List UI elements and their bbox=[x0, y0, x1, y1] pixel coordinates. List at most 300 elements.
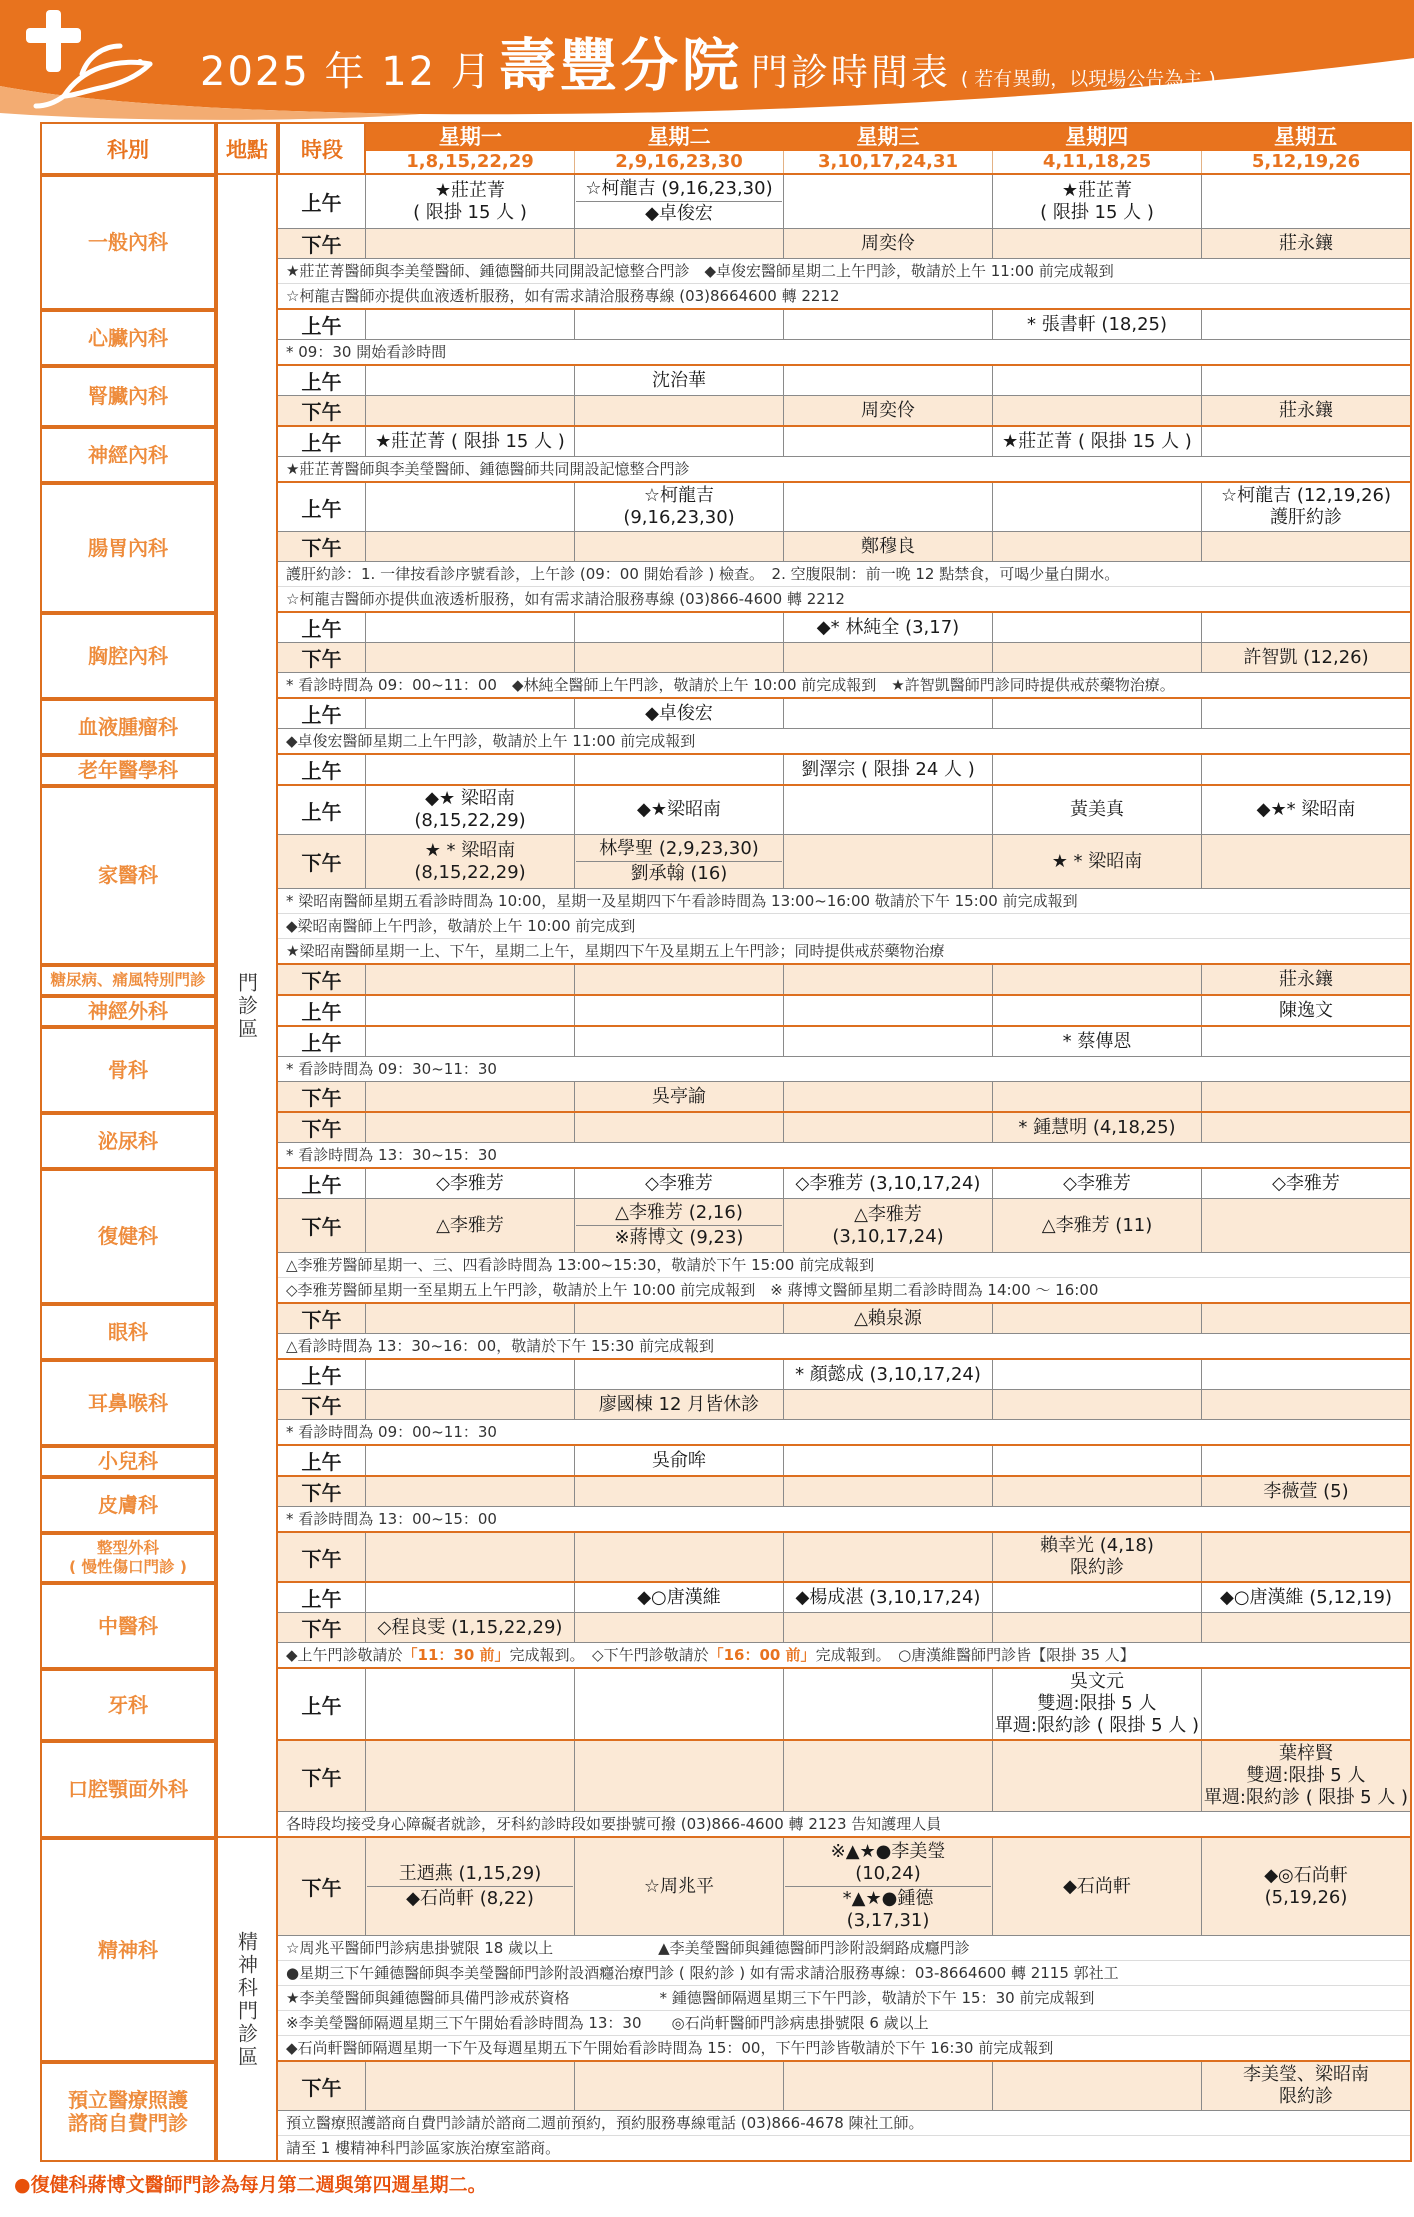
department-block bbox=[40, 2062, 1412, 2162]
schedule-cell bbox=[993, 699, 1202, 728]
entry-line: ☆柯龍吉 bbox=[643, 485, 715, 506]
note-row: ☆柯龍吉醫師亦提供血液透析服務，如有需求請洽服務專線 (03)866-4600 轉 2212 bbox=[278, 586, 1410, 611]
title-year-month: 2025 年 12 月 bbox=[200, 49, 493, 95]
title-suffix: 門診時間表 bbox=[750, 51, 951, 94]
entry-line: ★莊芷菁 bbox=[434, 179, 506, 201]
schedule-cell bbox=[993, 532, 1202, 561]
department-name bbox=[40, 1533, 216, 1583]
schedule-cell bbox=[366, 310, 575, 339]
period-label: 下午 bbox=[278, 835, 366, 888]
entry-line: ◆★* 梁昭南 bbox=[1256, 799, 1356, 820]
location-column bbox=[216, 786, 278, 965]
department-name-line: 整型外科 bbox=[96, 1539, 159, 1557]
schedule-row bbox=[278, 483, 1410, 531]
schedule-cell bbox=[784, 996, 993, 1025]
note-highlight: 「16：00 前」 bbox=[708, 1646, 816, 1664]
location-column bbox=[216, 755, 278, 786]
schedule-cell bbox=[1202, 483, 1410, 531]
schedule-row bbox=[278, 1741, 1410, 1811]
location-column bbox=[216, 1113, 278, 1169]
department-block bbox=[40, 366, 1412, 427]
dates-thu: 4,11,18,25 bbox=[993, 151, 1202, 173]
schedule-cell bbox=[1202, 532, 1410, 561]
entry-line: 單週:限約診 ( 限掛 5 人 ) bbox=[994, 1715, 1200, 1736]
schedule-cell bbox=[366, 175, 575, 228]
schedule-cell bbox=[575, 1199, 784, 1252]
department-block bbox=[40, 1169, 1412, 1304]
note-row: * 09：30 開始看診時間 bbox=[278, 339, 1410, 364]
department-block bbox=[40, 427, 1412, 483]
schedule-cell bbox=[366, 483, 575, 531]
schedule-cell bbox=[784, 835, 993, 888]
schedule-entry bbox=[785, 1886, 991, 1933]
schedule-cell bbox=[1202, 1390, 1410, 1419]
schedule-cell bbox=[575, 1669, 784, 1739]
schedule-cell bbox=[366, 1360, 575, 1389]
schedule-cell bbox=[575, 1741, 784, 1811]
department-name-line: 牙科 bbox=[108, 1692, 148, 1717]
department-name bbox=[40, 996, 216, 1027]
entry-line: 李薇萱 (5) bbox=[1263, 1480, 1349, 1502]
schedule-cell bbox=[993, 1583, 1202, 1612]
department-name bbox=[40, 1669, 216, 1741]
schedule-row bbox=[278, 1838, 1410, 1935]
schedule-cell bbox=[993, 996, 1202, 1025]
entry-line: * 鍾慧明 (4,18,25) bbox=[1018, 1116, 1176, 1138]
location-label: 門診區 bbox=[234, 972, 259, 1041]
schedule-cell bbox=[575, 366, 784, 395]
schedule-cell bbox=[993, 2062, 1202, 2110]
location-column bbox=[216, 427, 278, 483]
department-name-line: 腸胃內科 bbox=[88, 535, 168, 560]
schedule-table bbox=[40, 122, 1412, 2162]
schedule-cell bbox=[993, 1613, 1202, 1642]
schedule-area bbox=[278, 755, 1412, 786]
schedule-entry bbox=[576, 837, 782, 861]
dates-tue: 2,9,16,23,30 bbox=[575, 151, 784, 173]
entry-line: ◇李雅芳 bbox=[645, 1172, 713, 1194]
department-name bbox=[40, 699, 216, 755]
entry-line: 護肝約診 bbox=[1270, 507, 1342, 528]
schedule-cell bbox=[784, 1113, 993, 1142]
note-row: △李雅芳醫師星期一、三、四看診時間為 13:00~15:30，敬請於下午 15:00 前完成報到 bbox=[278, 1252, 1410, 1277]
schedule-cell bbox=[993, 310, 1202, 339]
department-name-line: 耳鼻喉科 bbox=[88, 1390, 168, 1415]
schedule-area bbox=[278, 2062, 1412, 2162]
schedule-row bbox=[278, 531, 1410, 561]
schedule-area bbox=[278, 1360, 1412, 1446]
period-label: 下午 bbox=[278, 2062, 366, 2110]
department-block bbox=[40, 1304, 1412, 1360]
department-name bbox=[40, 965, 216, 996]
entry-line: * 張書軒 (18,25) bbox=[1026, 313, 1168, 335]
schedule-row bbox=[278, 2062, 1410, 2110]
period-label: 下午 bbox=[278, 1533, 366, 1581]
note-row: ★莊芷菁醫師與李美瑩醫師、鍾德醫師共同開設記憶整合門診 ◆卓俊宏醫師星期二上午門診，敬請於上午 11:00 前完成報到 bbox=[278, 258, 1410, 283]
location-column bbox=[216, 613, 278, 699]
note-row: ◆卓俊宏醫師星期二上午門診，敬請於上午 11:00 前完成報到 bbox=[278, 728, 1410, 753]
period-label: 下午 bbox=[278, 396, 366, 425]
note-row: 各時段均接受身心障礙者就診，牙科約診時段如要掛號可撥 (03)866-4600 轉 2123 告知護理人員 bbox=[278, 1811, 1410, 1836]
schedule-area bbox=[278, 366, 1412, 427]
entry-line: 雙週:限掛 5 人 bbox=[1246, 1765, 1366, 1786]
department-block bbox=[40, 1583, 1412, 1669]
schedule-cell bbox=[1202, 699, 1410, 728]
schedule-cell bbox=[993, 1304, 1202, 1333]
department-name bbox=[40, 310, 216, 366]
schedule-cell bbox=[993, 1360, 1202, 1389]
weekday-row bbox=[366, 124, 1410, 151]
weekday-thu: 星期四 bbox=[1065, 125, 1129, 149]
note-row: ☆周兆平醫師門診病患掛號限 18 歲以上 ▲李美瑩醫師與鍾德醫師門診附設網路成癮門診 bbox=[278, 1935, 1410, 1960]
schedule-area bbox=[278, 1838, 1412, 2062]
department-name-line: 胸腔內科 bbox=[88, 643, 168, 668]
schedule-row bbox=[278, 699, 1410, 728]
note-row: * 看診時間為 13：30~15：30 bbox=[278, 1142, 1410, 1167]
entry-line: 限約診 bbox=[1279, 2086, 1333, 2107]
entry-line: ★莊芷菁 ( 限掛 15 人 ) bbox=[375, 430, 565, 452]
location-column bbox=[216, 1477, 278, 1533]
schedule-row bbox=[278, 1389, 1410, 1419]
period-label: 下午 bbox=[278, 229, 366, 258]
location-column bbox=[216, 1838, 278, 2062]
entry-line: 鄭穆良 bbox=[861, 535, 915, 557]
schedule-cell bbox=[366, 532, 575, 561]
note-text: 完成報到。 ◇下午門診敬請於 bbox=[509, 1646, 709, 1664]
note-row: ◆石尚軒醫師隔週星期一下午及每週星期五下午開始看診時間為 15：00，下午門診皆敬請於下午 16:30 前完成報到 bbox=[278, 2035, 1410, 2060]
period-label: 下午 bbox=[278, 965, 366, 994]
entry-line: (8,15,22,29) bbox=[414, 810, 526, 831]
department-block bbox=[40, 1741, 1412, 1838]
schedule-cell bbox=[784, 1533, 993, 1581]
schedule-cell bbox=[575, 532, 784, 561]
schedule-row bbox=[278, 1198, 1410, 1252]
schedule-cell bbox=[575, 483, 784, 531]
schedule-cell bbox=[1202, 755, 1410, 784]
entry-line: ◇李雅芳 (3,10,17,24) bbox=[795, 1172, 981, 1194]
schedule-row bbox=[278, 366, 1410, 395]
schedule-cell bbox=[366, 643, 575, 672]
note-row: * 看診時間為 13：00~15：00 bbox=[278, 1506, 1410, 1531]
department-name bbox=[40, 1304, 216, 1360]
schedule-row bbox=[278, 1081, 1410, 1111]
schedule-row bbox=[278, 175, 1410, 228]
entry-line: ※蔣博文 (9,23) bbox=[614, 1227, 744, 1248]
location-group bbox=[40, 1838, 1412, 2162]
schedule-cell bbox=[575, 175, 784, 228]
schedule-cell bbox=[1202, 1304, 1410, 1333]
location-column bbox=[216, 1169, 278, 1304]
schedule-cell bbox=[1202, 396, 1410, 425]
note-row: ●星期三下午鍾德醫師與李美瑩醫師門診附設酒癮治療門診 ( 限約診 ) 如有需求請洽服務專線：03-8664600 轉 2115 郭社工 bbox=[278, 1960, 1410, 1985]
schedule-cell bbox=[366, 1477, 575, 1506]
department-name-line: 眼科 bbox=[108, 1319, 148, 1344]
schedule-cell bbox=[784, 1082, 993, 1111]
schedule-cell bbox=[993, 427, 1202, 456]
schedule-cell bbox=[1202, 1446, 1410, 1475]
schedule-cell bbox=[993, 1446, 1202, 1475]
schedule-cell bbox=[784, 786, 993, 834]
schedule-cell bbox=[1202, 1838, 1410, 1935]
schedule-cell bbox=[1202, 310, 1410, 339]
entry-line: ★莊芷菁 bbox=[1061, 179, 1133, 201]
period-label: 上午 bbox=[278, 1360, 366, 1389]
schedule-cell bbox=[366, 1741, 575, 1811]
period-label: 上午 bbox=[278, 427, 366, 456]
entry-line: 廖國棟 12 月皆休診 bbox=[598, 1393, 760, 1415]
schedule-area bbox=[278, 427, 1412, 483]
department-block bbox=[40, 996, 1412, 1027]
schedule-row bbox=[278, 1360, 1410, 1389]
schedule-cell bbox=[1202, 2062, 1410, 2110]
entry-line: ◆* 林純全 (3,17) bbox=[816, 616, 960, 638]
schedule-cell bbox=[993, 175, 1202, 228]
entry-line: ◆○唐漢維 (5,12,19) bbox=[1219, 1586, 1393, 1608]
entry-line: 劉澤宗 ( 限掛 24 人 ) bbox=[801, 758, 975, 780]
schedule-row bbox=[278, 786, 1410, 834]
schedule-cell bbox=[993, 755, 1202, 784]
entry-line: 吳俞哞 bbox=[652, 1449, 706, 1471]
schedule-cell bbox=[366, 1583, 575, 1612]
schedule-cell bbox=[575, 835, 784, 888]
schedule-cell bbox=[784, 1669, 993, 1739]
schedule-cell bbox=[1202, 1533, 1410, 1581]
schedule-cell bbox=[784, 1169, 993, 1198]
entry-line: ◆★ 梁昭南 bbox=[425, 788, 515, 809]
schedule-cell bbox=[784, 396, 993, 425]
period-label: 下午 bbox=[278, 643, 366, 672]
entry-line: ◇李雅芳 bbox=[1063, 1172, 1131, 1194]
department-block bbox=[40, 1838, 1412, 2062]
entry-line: ◆卓俊宏 bbox=[645, 203, 713, 224]
schedule-entry bbox=[785, 1840, 991, 1886]
schedule-cell bbox=[366, 1199, 575, 1252]
schedule-entry bbox=[576, 1225, 782, 1250]
location-column bbox=[216, 1533, 278, 1583]
header-period: 時段 bbox=[278, 122, 366, 175]
schedule-row bbox=[278, 965, 1410, 994]
location-column bbox=[216, 996, 278, 1027]
schedule-cell bbox=[575, 755, 784, 784]
note-row: ◆梁昭南醫師上午門診，敬請於上午 10:00 前完成到 bbox=[278, 913, 1410, 938]
location-column bbox=[216, 310, 278, 366]
schedule-cell bbox=[784, 1304, 993, 1333]
schedule-cell bbox=[784, 366, 993, 395]
period-label: 上午 bbox=[278, 1669, 366, 1739]
schedule-area bbox=[278, 786, 1412, 965]
schedule-cell bbox=[993, 483, 1202, 531]
header-banner bbox=[0, 0, 1414, 122]
entry-line: 許智凱 (12,26) bbox=[1243, 646, 1369, 668]
schedule-row bbox=[278, 1533, 1410, 1581]
schedule-cell bbox=[993, 1169, 1202, 1198]
schedule-cell bbox=[784, 613, 993, 642]
department-name-line: 腎臟內科 bbox=[88, 384, 168, 408]
department-name bbox=[40, 1583, 216, 1669]
note-row: ☆柯龍吉醫師亦提供血液透析服務，如有需求請洽服務專線 (03)8664600 轉 2212 bbox=[278, 283, 1410, 308]
header-location: 地點 bbox=[216, 122, 278, 175]
schedule-cell bbox=[1202, 613, 1410, 642]
entry-line: 林學聖 (2,9,23,30) bbox=[599, 838, 759, 859]
note-row: ★李美瑩醫師與鍾德醫師具備門診戒菸資格 * 鍾德醫師隔週星期三下午門診，敬請於下午 15：30 前完成報到 bbox=[278, 1985, 1410, 2010]
schedule-cell bbox=[784, 1390, 993, 1419]
schedule-cell bbox=[993, 1390, 1202, 1419]
schedule-cell bbox=[993, 1082, 1202, 1111]
schedule-cell bbox=[575, 310, 784, 339]
period-label: 上午 bbox=[278, 366, 366, 395]
schedule-cell bbox=[993, 1669, 1202, 1739]
entry-line: ★ * 梁昭南 bbox=[1051, 850, 1143, 872]
entry-line: ☆柯龍吉 (9,16,23,30) bbox=[585, 178, 773, 199]
entry-line: △李雅芳 bbox=[436, 1214, 504, 1236]
period-label: 上午 bbox=[278, 613, 366, 642]
entry-line: 周奕伶 bbox=[861, 232, 915, 254]
table-header bbox=[40, 122, 1412, 175]
location-column bbox=[216, 1027, 278, 1113]
location-group bbox=[40, 175, 1412, 1838]
schedule-cell bbox=[366, 396, 575, 425]
schedule-area bbox=[278, 996, 1412, 1027]
schedule-cell bbox=[784, 699, 993, 728]
schedule-cell bbox=[1202, 427, 1410, 456]
schedule-cell bbox=[1202, 366, 1410, 395]
table-body bbox=[40, 175, 1412, 2162]
entry-line: 限約診 bbox=[1070, 1557, 1124, 1578]
schedule-cell bbox=[575, 427, 784, 456]
department-block bbox=[40, 310, 1412, 366]
schedule-cell bbox=[1202, 835, 1410, 888]
note-highlight: 「11：30 前」 bbox=[402, 1646, 510, 1664]
department-name bbox=[40, 1741, 216, 1838]
period-label: 下午 bbox=[278, 1390, 366, 1419]
schedule-cell bbox=[784, 755, 993, 784]
schedule-cell bbox=[993, 1477, 1202, 1506]
entry-line: * 顏懿成 (3,10,17,24) bbox=[795, 1363, 981, 1385]
note-row: 請至 1 樓精神科門診區家族治療室諮商。 bbox=[278, 2135, 1410, 2160]
location-column bbox=[216, 175, 278, 310]
department-name bbox=[40, 1027, 216, 1113]
department-block bbox=[40, 1446, 1412, 1477]
schedule-cell bbox=[366, 1082, 575, 1111]
entry-line: 李美瑩、梁昭南 bbox=[1243, 2064, 1369, 2085]
department-name-line: 口腔顎面外科 bbox=[68, 1777, 188, 1801]
schedule-cell bbox=[993, 396, 1202, 425]
entry-line: ( 限掛 15 人 ) bbox=[413, 201, 527, 223]
schedule-cell bbox=[575, 613, 784, 642]
schedule-cell bbox=[784, 483, 993, 531]
schedule-cell bbox=[575, 699, 784, 728]
schedule-cell bbox=[784, 1027, 993, 1056]
schedule-cell bbox=[366, 1027, 575, 1056]
schedule-cell bbox=[1202, 1613, 1410, 1642]
department-block bbox=[40, 786, 1412, 965]
department-block bbox=[40, 1533, 1412, 1583]
schedule-area bbox=[278, 1477, 1412, 1533]
schedule-cell bbox=[575, 996, 784, 1025]
footer-note: ●復健科蔣博文醫師門診為每月第二週與第四週星期二。 bbox=[14, 2174, 487, 2196]
period-label: 上午 bbox=[278, 996, 366, 1025]
entry-line: 葉梓賢 bbox=[1279, 1743, 1333, 1764]
schedule-entry bbox=[576, 861, 782, 886]
schedule-cell bbox=[1202, 1199, 1410, 1252]
entry-line: ◆石尚軒 bbox=[1063, 1875, 1131, 1897]
schedule-cell bbox=[1202, 1360, 1410, 1389]
department-name bbox=[40, 613, 216, 699]
department-name bbox=[40, 1838, 216, 2062]
entry-line: ◆卓俊宏 bbox=[645, 702, 713, 724]
entry-line: ◆楊成湛 (3,10,17,24) bbox=[795, 1586, 981, 1608]
entry-line: 沈治華 bbox=[652, 369, 706, 391]
entry-line: (3,10,17,24) bbox=[832, 1225, 944, 1247]
schedule-cell bbox=[575, 1082, 784, 1111]
schedule-row bbox=[278, 1446, 1410, 1475]
schedule-cell bbox=[993, 366, 1202, 395]
department-name-line: 小兒科 bbox=[98, 1449, 158, 1473]
dates-row bbox=[366, 151, 1410, 175]
department-name-line: 中醫科 bbox=[98, 1613, 158, 1638]
schedule-area bbox=[278, 1169, 1412, 1304]
schedule-cell bbox=[575, 1533, 784, 1581]
schedule-cell bbox=[366, 1446, 575, 1475]
note-row: ★梁昭南醫師星期一上、下午，星期二上午，星期四下午及星期五上午門診；同時提供戒菸藥物治療 bbox=[278, 938, 1410, 963]
entry-line: △李雅芳 (11) bbox=[1041, 1214, 1153, 1236]
entry-line: 吳亭諭 bbox=[652, 1085, 706, 1107]
entry-line: 賴幸光 (4,18) bbox=[1040, 1535, 1154, 1556]
schedule-cell bbox=[366, 1169, 575, 1198]
period-label: 下午 bbox=[278, 1741, 366, 1811]
entry-line: ◆石尚軒 (8,22) bbox=[406, 1888, 534, 1909]
schedule-cell bbox=[575, 965, 784, 994]
entry-line: (10,24) bbox=[855, 1863, 921, 1884]
schedule-area bbox=[278, 1113, 1412, 1169]
location-column bbox=[216, 483, 278, 613]
schedule-area bbox=[278, 1583, 1412, 1669]
schedule-cell bbox=[784, 1446, 993, 1475]
department-name bbox=[40, 2062, 216, 2162]
department-block bbox=[40, 699, 1412, 755]
entry-line: 黃美真 bbox=[1070, 799, 1124, 820]
note-row: ※李美瑩醫師隔週星期三下午開始看診時間為 13：30 ◎石尚軒醫師門診病患掛號限 6 歲以上 bbox=[278, 2010, 1410, 2035]
location-column bbox=[216, 2062, 278, 2162]
schedule-cell bbox=[366, 835, 575, 888]
location-column bbox=[216, 1304, 278, 1360]
schedule-cell bbox=[784, 427, 993, 456]
department-name-line: 預立醫療照護 bbox=[68, 2088, 188, 2112]
schedule-row bbox=[278, 1669, 1410, 1739]
department-name-line: ( 慢性傷口門診 ) bbox=[69, 1558, 187, 1576]
period-label: 下午 bbox=[278, 1613, 366, 1642]
schedule-cell bbox=[575, 1613, 784, 1642]
schedule-cell bbox=[366, 1533, 575, 1581]
dates-mon: 1,8,15,22,29 bbox=[366, 151, 575, 173]
department-block bbox=[40, 1113, 1412, 1169]
title-hospital: 壽豐分院 bbox=[498, 33, 743, 99]
department-name bbox=[40, 175, 216, 310]
department-name-line: 糖尿病、痛風特別門診 bbox=[50, 971, 206, 989]
dates-wed: 3,10,17,24,31 bbox=[784, 151, 993, 173]
header-dept: 科別 bbox=[40, 122, 216, 175]
schedule-cell bbox=[1202, 1113, 1410, 1142]
schedule-cell bbox=[1202, 229, 1410, 258]
schedule-cell bbox=[575, 1390, 784, 1419]
schedule-cell bbox=[575, 786, 784, 834]
entry-line: ★ * 梁昭南 bbox=[424, 839, 516, 861]
department-name-line: 神經外科 bbox=[88, 999, 168, 1023]
schedule-cell bbox=[366, 1390, 575, 1419]
schedule-row bbox=[278, 834, 1410, 888]
note-row bbox=[278, 1642, 1410, 1667]
schedule-area bbox=[278, 1669, 1412, 1741]
